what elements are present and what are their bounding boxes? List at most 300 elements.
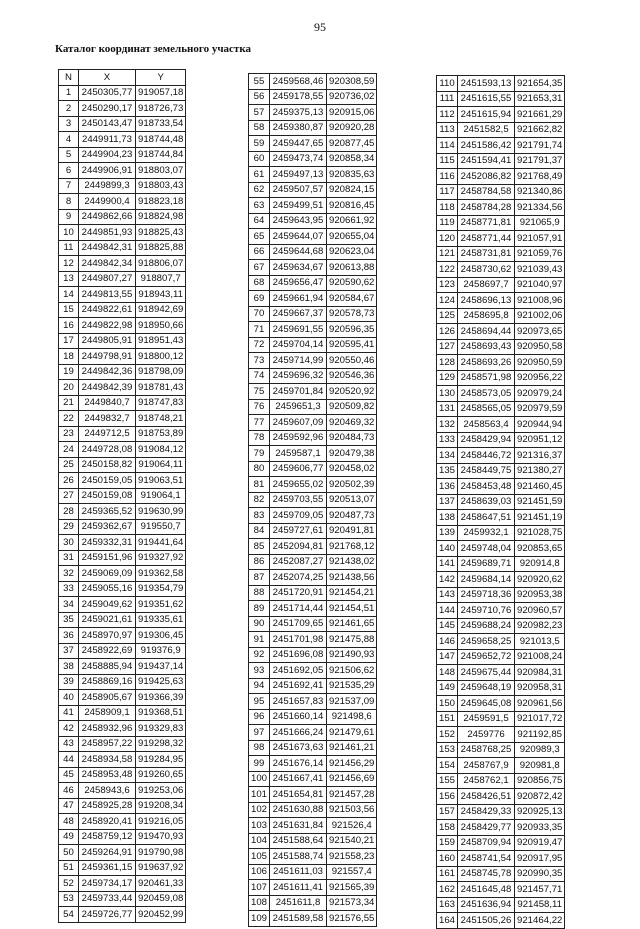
- table-row: [249, 368, 377, 384]
- point-number-cell: 13: [59, 271, 79, 287]
- y-coordinate-cell: 920984,31: [515, 665, 565, 681]
- point-number-cell: 94: [249, 678, 270, 694]
- x-coordinate-cell: 2458573,05: [458, 386, 515, 402]
- table-row: [59, 876, 186, 892]
- point-number-cell: 121: [437, 246, 458, 262]
- table-row: [437, 91, 565, 107]
- y-coordinate-cell: 920920,28: [327, 120, 377, 136]
- table-row: [59, 85, 186, 101]
- y-coordinate-cell: 920661,92: [327, 213, 377, 229]
- y-coordinate-cell: 921565,39: [327, 880, 377, 896]
- point-number-cell: 141: [437, 556, 458, 572]
- table-row: [249, 430, 377, 446]
- x-coordinate-cell: 2458695,8: [458, 308, 515, 324]
- point-number-cell: 140: [437, 541, 458, 557]
- point-number-cell: 74: [249, 368, 270, 384]
- table-row: [437, 479, 565, 495]
- y-coordinate-cell: 918753,89: [136, 426, 186, 442]
- y-coordinate-cell: 918806,07: [136, 256, 186, 272]
- y-coordinate-cell: 921661,29: [515, 107, 565, 123]
- point-number-cell: 123: [437, 277, 458, 293]
- point-number-cell: 139: [437, 525, 458, 541]
- table-row: [249, 198, 377, 214]
- point-number-cell: 110: [437, 76, 458, 92]
- point-number-cell: 82: [249, 492, 270, 508]
- table-row: [59, 442, 186, 458]
- table-row: [249, 120, 377, 136]
- table-row: [437, 386, 565, 402]
- table-row: [249, 554, 377, 570]
- y-coordinate-cell: 921456,29: [327, 756, 377, 772]
- page-title: Каталог координат земельного участка: [55, 43, 252, 55]
- x-coordinate-cell: 2459718,36: [458, 587, 515, 603]
- table-row: [249, 89, 377, 105]
- x-coordinate-cell: 2451630,88: [270, 802, 327, 818]
- point-number-cell: 116: [437, 169, 458, 185]
- table-row: [249, 880, 377, 896]
- table-row: [249, 151, 377, 167]
- y-coordinate-cell: 921506,62: [327, 663, 377, 679]
- y-coordinate-cell: 919354,79: [136, 581, 186, 597]
- y-coordinate-cell: 921065,9: [515, 215, 565, 231]
- point-number-cell: 78: [249, 430, 270, 446]
- point-number-cell: 89: [249, 601, 270, 617]
- y-coordinate-cell: 921791,74: [515, 138, 565, 154]
- table-row: [249, 213, 377, 229]
- point-number-cell: 80: [249, 461, 270, 477]
- x-coordinate-cell: 2458771,81: [458, 215, 515, 231]
- y-coordinate-cell: 921461,65: [327, 616, 377, 632]
- table-row: [59, 860, 186, 876]
- x-coordinate-cell: 2459734,17: [79, 876, 136, 892]
- x-coordinate-cell: 2449842,34: [79, 256, 136, 272]
- y-coordinate-cell: 921451,19: [515, 510, 565, 526]
- y-coordinate-cell: 920835,63: [327, 167, 377, 183]
- y-coordinate-cell: 919216,05: [136, 814, 186, 830]
- table-row: [59, 581, 186, 597]
- table-row: [59, 473, 186, 489]
- y-coordinate-cell: 918942,69: [136, 302, 186, 318]
- point-number-cell: 138: [437, 510, 458, 526]
- point-number-cell: 85: [249, 539, 270, 555]
- point-number-cell: 112: [437, 107, 458, 123]
- x-coordinate-cell: 2450290,17: [79, 101, 136, 117]
- y-coordinate-cell: 921464,22: [515, 913, 565, 929]
- table-row: [249, 182, 377, 198]
- x-coordinate-cell: 2459497,13: [270, 167, 327, 183]
- y-coordinate-cell: 918951,43: [136, 333, 186, 349]
- point-number-cell: 153: [437, 742, 458, 758]
- table-row: [249, 446, 377, 462]
- y-coordinate-cell: 921002,06: [515, 308, 565, 324]
- y-coordinate-cell: 920469,32: [327, 415, 377, 431]
- point-number-cell: 49: [59, 829, 79, 845]
- x-coordinate-cell: 2459644,07: [270, 229, 327, 245]
- x-coordinate-cell: 2459748,04: [458, 541, 515, 557]
- y-coordinate-cell: 920951,12: [515, 432, 565, 448]
- x-coordinate-cell: 2459568,46: [270, 74, 327, 90]
- table-row: [59, 256, 186, 272]
- y-coordinate-cell: 919063,51: [136, 473, 186, 489]
- table-row: [249, 523, 377, 539]
- coordinates-table-2: [248, 73, 377, 927]
- table-row: [249, 384, 377, 400]
- x-coordinate-cell: 2459069,09: [79, 566, 136, 582]
- point-number-cell: 126: [437, 324, 458, 340]
- table-row: [437, 742, 565, 758]
- table-row: [249, 585, 377, 601]
- point-number-cell: 81: [249, 477, 270, 493]
- x-coordinate-cell: 2458426,51: [458, 789, 515, 805]
- y-coordinate-cell: 920502,39: [327, 477, 377, 493]
- table-row: [59, 271, 186, 287]
- y-coordinate-cell: 920596,35: [327, 322, 377, 338]
- y-coordinate-cell: 918803,07: [136, 163, 186, 179]
- y-coordinate-cell: 921334,56: [515, 200, 565, 216]
- y-coordinate-cell: 919376,9: [136, 643, 186, 659]
- x-coordinate-cell: 2459365,52: [79, 504, 136, 520]
- y-coordinate-cell: 921438,56: [327, 570, 377, 586]
- y-coordinate-cell: 920613,88: [327, 260, 377, 276]
- point-number-cell: 1: [59, 85, 79, 101]
- point-number-cell: 40: [59, 690, 79, 706]
- point-number-cell: 106: [249, 864, 270, 880]
- table-row: [59, 814, 186, 830]
- table-row: [249, 864, 377, 880]
- point-number-cell: 55: [249, 74, 270, 90]
- table-header-row: [59, 70, 186, 86]
- x-coordinate-cell: 2451589,58: [270, 911, 327, 927]
- table-row: [249, 306, 377, 322]
- y-coordinate-cell: 920958,31: [515, 680, 565, 696]
- y-coordinate-cell: 920915,06: [327, 105, 377, 121]
- y-coordinate-cell: 921040,97: [515, 277, 565, 293]
- y-coordinate-cell: 921057,91: [515, 231, 565, 247]
- point-number-cell: 11: [59, 240, 79, 256]
- x-coordinate-cell: 2459704,14: [270, 337, 327, 353]
- y-coordinate-cell: 919425,63: [136, 674, 186, 690]
- y-coordinate-cell: 919437,14: [136, 659, 186, 675]
- table-row: [249, 787, 377, 803]
- point-number-cell: 154: [437, 758, 458, 774]
- table-row: [249, 492, 377, 508]
- table-row: [437, 510, 565, 526]
- table-row: [437, 789, 565, 805]
- x-coordinate-cell: 2449862,66: [79, 209, 136, 225]
- table-row: [437, 432, 565, 448]
- table-row: [437, 355, 565, 371]
- y-coordinate-cell: 921456,69: [327, 771, 377, 787]
- table-row: [249, 244, 377, 260]
- x-coordinate-cell: 2451673,63: [270, 740, 327, 756]
- table-row: [437, 618, 565, 634]
- table-row: [249, 725, 377, 741]
- x-coordinate-cell: 2452074,25: [270, 570, 327, 586]
- table-row: [437, 153, 565, 169]
- y-coordinate-cell: 921457,71: [515, 882, 565, 898]
- point-number-cell: 26: [59, 473, 79, 489]
- y-coordinate-cell: 921039,43: [515, 262, 565, 278]
- point-number-cell: 66: [249, 244, 270, 260]
- x-coordinate-cell: 2458909,1: [79, 705, 136, 721]
- y-coordinate-cell: 919064,11: [136, 457, 186, 473]
- x-coordinate-cell: 2458565,05: [458, 401, 515, 417]
- point-number-cell: 99: [249, 756, 270, 772]
- y-coordinate-cell: 918807,7: [136, 271, 186, 287]
- point-number-cell: 118: [437, 200, 458, 216]
- point-number-cell: 124: [437, 293, 458, 309]
- table-row: [249, 415, 377, 431]
- point-number-cell: 29: [59, 519, 79, 535]
- point-number-cell: 47: [59, 798, 79, 814]
- point-number-cell: 30: [59, 535, 79, 551]
- y-coordinate-cell: 920513,07: [327, 492, 377, 508]
- y-coordinate-cell: 920979,59: [515, 401, 565, 417]
- y-coordinate-cell: 919368,51: [136, 705, 186, 721]
- point-number-cell: 20: [59, 380, 79, 396]
- point-number-cell: 161: [437, 866, 458, 882]
- y-coordinate-cell: 920925,13: [515, 804, 565, 820]
- table-row: [437, 122, 565, 138]
- x-coordinate-cell: 2459606,77: [270, 461, 327, 477]
- table-row: [59, 829, 186, 845]
- table-row: [249, 399, 377, 415]
- x-coordinate-cell: 2450159,08: [79, 488, 136, 504]
- point-number-cell: 128: [437, 355, 458, 371]
- point-number-cell: 32: [59, 566, 79, 582]
- x-coordinate-cell: 2451654,81: [270, 787, 327, 803]
- x-coordinate-cell: 2459776: [458, 727, 515, 743]
- y-coordinate-cell: 920956,22: [515, 370, 565, 386]
- x-coordinate-cell: 2458429,77: [458, 820, 515, 836]
- y-coordinate-cell: 921008,96: [515, 293, 565, 309]
- point-number-cell: 134: [437, 448, 458, 464]
- y-coordinate-cell: 920479,38: [327, 446, 377, 462]
- point-number-cell: 50: [59, 845, 79, 861]
- y-coordinate-cell: 920452,99: [136, 907, 186, 923]
- table-row: [249, 105, 377, 121]
- table-row: [249, 678, 377, 694]
- point-number-cell: 48: [59, 814, 79, 830]
- y-coordinate-cell: 921558,23: [327, 849, 377, 865]
- point-number-cell: 14: [59, 287, 79, 303]
- point-number-cell: 127: [437, 339, 458, 355]
- table-row: [59, 101, 186, 117]
- x-coordinate-cell: 2451615,94: [458, 107, 515, 123]
- table-row: [437, 773, 565, 789]
- y-coordinate-cell: 921662,82: [515, 122, 565, 138]
- point-number-cell: 92: [249, 647, 270, 663]
- point-number-cell: 60: [249, 151, 270, 167]
- y-coordinate-cell: 921461,21: [327, 740, 377, 756]
- table-row: [437, 665, 565, 681]
- x-coordinate-cell: 2459691,55: [270, 322, 327, 338]
- y-coordinate-cell: 921460,45: [515, 479, 565, 495]
- x-coordinate-cell: 2459688,24: [458, 618, 515, 634]
- y-coordinate-cell: 920459,08: [136, 891, 186, 907]
- table-row: [249, 632, 377, 648]
- point-number-cell: 120: [437, 231, 458, 247]
- table-row: [249, 260, 377, 276]
- table-row: [59, 798, 186, 814]
- y-coordinate-cell: 921380,27: [515, 463, 565, 479]
- table-row: [437, 494, 565, 510]
- point-number-cell: 149: [437, 680, 458, 696]
- table-row: [437, 556, 565, 572]
- point-number-cell: 71: [249, 322, 270, 338]
- x-coordinate-cell: 2449805,91: [79, 333, 136, 349]
- table-row: [249, 709, 377, 725]
- y-coordinate-cell: 921013,5: [515, 634, 565, 650]
- table-row: [249, 647, 377, 663]
- x-coordinate-cell: 2451586,42: [458, 138, 515, 154]
- x-coordinate-cell: 2449900,4: [79, 194, 136, 210]
- table-row: [59, 209, 186, 225]
- table-row: [249, 895, 377, 911]
- y-coordinate-cell: 921475,88: [327, 632, 377, 648]
- x-coordinate-cell: 2458696,13: [458, 293, 515, 309]
- header-x: X: [79, 70, 136, 86]
- y-coordinate-cell: 919335,61: [136, 612, 186, 628]
- point-number-cell: 96: [249, 709, 270, 725]
- x-coordinate-cell: 2449822,61: [79, 302, 136, 318]
- y-coordinate-cell: 919284,95: [136, 752, 186, 768]
- y-coordinate-cell: 919630,99: [136, 504, 186, 520]
- y-coordinate-cell: 918950,66: [136, 318, 186, 334]
- table-row: [59, 194, 186, 210]
- point-number-cell: 37: [59, 643, 79, 659]
- point-number-cell: 9: [59, 209, 79, 225]
- point-number-cell: 2: [59, 101, 79, 117]
- table-row: [249, 756, 377, 772]
- table-row: [437, 913, 565, 929]
- table-row: [249, 570, 377, 586]
- point-number-cell: 28: [59, 504, 79, 520]
- table-row: [59, 147, 186, 163]
- point-number-cell: 164: [437, 913, 458, 929]
- x-coordinate-cell: 2458563,4: [458, 417, 515, 433]
- table-row: [249, 911, 377, 927]
- x-coordinate-cell: 2458759,12: [79, 829, 136, 845]
- y-coordinate-cell: 921479,61: [327, 725, 377, 741]
- y-coordinate-cell: 920950,58: [515, 339, 565, 355]
- point-number-cell: 109: [249, 911, 270, 927]
- x-coordinate-cell: 2458449,75: [458, 463, 515, 479]
- table-row: [249, 167, 377, 183]
- y-coordinate-cell: 920546,36: [327, 368, 377, 384]
- point-number-cell: 117: [437, 184, 458, 200]
- table-row: [249, 275, 377, 291]
- y-coordinate-cell: 918803,43: [136, 178, 186, 194]
- x-coordinate-cell: 2458970,97: [79, 628, 136, 644]
- x-coordinate-cell: 2459021,61: [79, 612, 136, 628]
- y-coordinate-cell: 919327,92: [136, 550, 186, 566]
- table-row: [59, 240, 186, 256]
- point-number-cell: 41: [59, 705, 79, 721]
- y-coordinate-cell: 921028,75: [515, 525, 565, 541]
- x-coordinate-cell: 2459592,96: [270, 430, 327, 446]
- y-coordinate-cell: 921340,86: [515, 184, 565, 200]
- table-row: [59, 411, 186, 427]
- table-row: [249, 740, 377, 756]
- table-row: [59, 550, 186, 566]
- y-coordinate-cell: 921653,31: [515, 91, 565, 107]
- x-coordinate-cell: 2459643,95: [270, 213, 327, 229]
- table-row: [59, 333, 186, 349]
- x-coordinate-cell: 2459727,61: [270, 523, 327, 539]
- point-number-cell: 129: [437, 370, 458, 386]
- table-row: [437, 169, 565, 185]
- y-coordinate-cell: 918943,11: [136, 287, 186, 303]
- x-coordinate-cell: 2450143,47: [79, 116, 136, 132]
- x-coordinate-cell: 2451676,14: [270, 756, 327, 772]
- x-coordinate-cell: 2458925,28: [79, 798, 136, 814]
- point-number-cell: 22: [59, 411, 79, 427]
- x-coordinate-cell: 2459733,44: [79, 891, 136, 907]
- y-coordinate-cell: 920914,8: [515, 556, 565, 572]
- x-coordinate-cell: 2459473,74: [270, 151, 327, 167]
- y-coordinate-cell: 921573,34: [327, 895, 377, 911]
- point-number-cell: 39: [59, 674, 79, 690]
- x-coordinate-cell: 2459362,67: [79, 519, 136, 535]
- point-number-cell: 25: [59, 457, 79, 473]
- x-coordinate-cell: 2451593,13: [458, 76, 515, 92]
- point-number-cell: 4: [59, 132, 79, 148]
- table-row: [437, 277, 565, 293]
- table-row: [437, 370, 565, 386]
- y-coordinate-cell: 918744,84: [136, 147, 186, 163]
- y-coordinate-cell: 920950,59: [515, 355, 565, 371]
- table-row: [59, 132, 186, 148]
- table-row: [59, 116, 186, 132]
- y-coordinate-cell: 921454,21: [327, 585, 377, 601]
- y-coordinate-cell: 919260,65: [136, 767, 186, 783]
- x-coordinate-cell: 2459645,08: [458, 696, 515, 712]
- x-coordinate-cell: 2451615,55: [458, 91, 515, 107]
- point-number-cell: 104: [249, 833, 270, 849]
- table-row: [437, 835, 565, 851]
- point-number-cell: 19: [59, 364, 79, 380]
- point-number-cell: 143: [437, 587, 458, 603]
- x-coordinate-cell: 2451709,65: [270, 616, 327, 632]
- point-number-cell: 135: [437, 463, 458, 479]
- x-coordinate-cell: 2449728,08: [79, 442, 136, 458]
- point-number-cell: 91: [249, 632, 270, 648]
- table-row: [437, 851, 565, 867]
- x-coordinate-cell: 2449840,7: [79, 395, 136, 411]
- table-row: [249, 771, 377, 787]
- y-coordinate-cell: 919057,18: [136, 85, 186, 101]
- point-number-cell: 107: [249, 880, 270, 896]
- x-coordinate-cell: 2459658,25: [458, 634, 515, 650]
- x-coordinate-cell: 2458762,1: [458, 773, 515, 789]
- x-coordinate-cell: 2458953,48: [79, 767, 136, 783]
- x-coordinate-cell: 2458697,7: [458, 277, 515, 293]
- point-number-cell: 36: [59, 628, 79, 644]
- x-coordinate-cell: 2459332,31: [79, 535, 136, 551]
- x-coordinate-cell: 2458453,48: [458, 479, 515, 495]
- table-row: [437, 215, 565, 231]
- table-row: [437, 246, 565, 262]
- table-row: [437, 417, 565, 433]
- table-row: [437, 696, 565, 712]
- x-coordinate-cell: 2451611,8: [270, 895, 327, 911]
- point-number-cell: 130: [437, 386, 458, 402]
- point-number-cell: 62: [249, 182, 270, 198]
- y-coordinate-cell: 918726,73: [136, 101, 186, 117]
- point-number-cell: 103: [249, 818, 270, 834]
- table-row: [249, 802, 377, 818]
